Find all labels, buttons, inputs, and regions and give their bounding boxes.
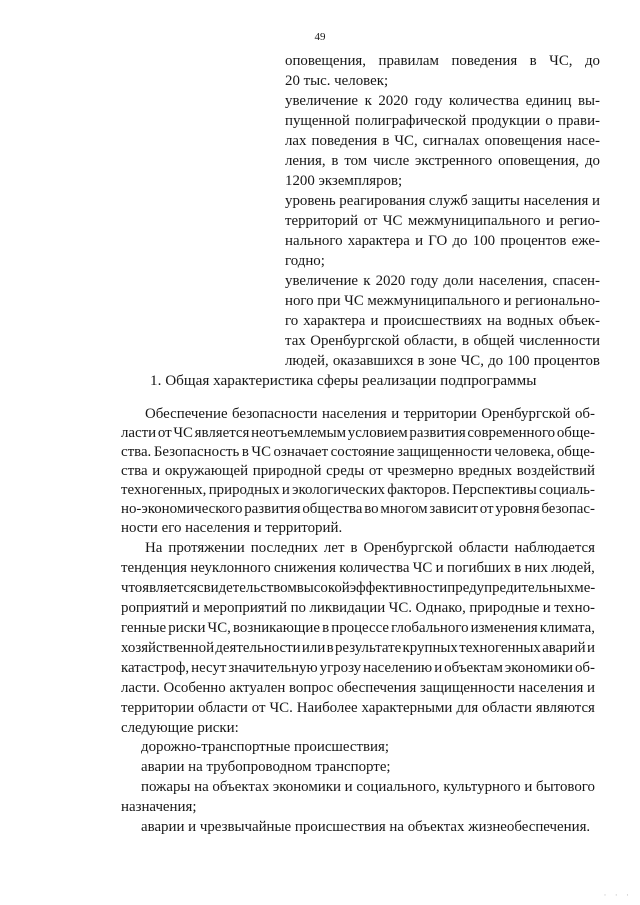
word: ЧС <box>173 425 193 441</box>
word: увеличение <box>285 273 359 289</box>
word: при <box>317 293 341 309</box>
word: свидетельством <box>196 580 297 596</box>
word: уровня <box>495 501 540 517</box>
word: тенденция <box>121 560 188 576</box>
word: катастроф, <box>121 660 190 676</box>
indicator-line <box>285 351 600 371</box>
word: природных <box>208 482 280 498</box>
word: области <box>482 700 532 716</box>
word: характера <box>303 313 366 329</box>
word: прави- <box>558 113 600 129</box>
word: оповещения, <box>498 153 580 169</box>
word: значительную <box>228 660 318 676</box>
word: Обеспечение <box>145 406 228 422</box>
indicator-line: 1200 экземпляров; <box>285 173 403 189</box>
word: актуален <box>229 680 286 696</box>
paragraph-line <box>121 698 595 718</box>
word: ласти <box>121 425 157 441</box>
word: спасен- <box>552 273 600 289</box>
word: ЧС, <box>207 620 231 636</box>
word: к <box>364 93 372 109</box>
word: генные <box>121 620 167 636</box>
word: в <box>241 444 249 460</box>
word: бытового <box>536 779 595 795</box>
word: территории <box>403 406 477 422</box>
indicator-line <box>285 331 600 351</box>
word: по <box>290 600 306 616</box>
word: экстренного <box>415 153 493 169</box>
word: до <box>488 353 504 369</box>
word: регио- <box>559 213 600 229</box>
word: году <box>410 273 439 289</box>
word: объектах <box>212 779 270 795</box>
word: поведения <box>451 53 518 69</box>
word: условием <box>347 425 408 441</box>
word: правилам <box>378 53 439 69</box>
word: 100 <box>472 233 496 249</box>
word: и <box>152 463 161 479</box>
word: до <box>584 53 600 69</box>
indicator-line <box>285 291 600 311</box>
word: или <box>301 640 326 656</box>
word: процентов <box>500 233 567 249</box>
word: том <box>344 153 368 169</box>
paragraph-line <box>121 558 595 578</box>
word: в <box>514 560 522 576</box>
word: безопасности <box>232 406 318 422</box>
word: и <box>591 193 600 209</box>
word: и <box>542 600 551 616</box>
word: продукции <box>471 113 541 129</box>
word: в <box>417 353 425 369</box>
risk-item: дорожно-транспортные происшествия; <box>141 739 389 755</box>
word: в <box>331 153 339 169</box>
word: техногенных, <box>121 482 207 498</box>
word: до <box>452 233 468 249</box>
paragraph-line <box>121 461 595 481</box>
word: характерными <box>361 700 453 716</box>
word: погибших <box>446 560 511 576</box>
indicator-line: годно; <box>285 253 325 269</box>
word: межмуниципального <box>367 293 500 309</box>
word: среды <box>326 463 365 479</box>
word: крупных <box>402 640 458 656</box>
word: обеспечения <box>336 680 417 696</box>
word: году <box>414 93 443 109</box>
word: тах <box>285 333 306 349</box>
word: в <box>461 333 469 349</box>
word: экономики <box>272 779 341 795</box>
word: ЧС <box>412 560 433 576</box>
word: области <box>458 540 509 556</box>
paragraph-line <box>121 618 595 638</box>
word: социального, <box>356 779 440 795</box>
word: 100 <box>507 353 530 369</box>
paragraph-line <box>121 598 595 618</box>
word: в <box>322 620 330 636</box>
word: уровень <box>285 193 336 209</box>
word: является <box>194 425 250 441</box>
word: зоне <box>428 353 457 369</box>
word: что <box>121 580 143 596</box>
word: количества <box>339 560 410 576</box>
word: ЧС <box>251 444 272 460</box>
word: процессе <box>331 620 390 636</box>
word: территории <box>121 700 195 716</box>
word: глобального <box>391 620 469 636</box>
word: в <box>350 540 358 556</box>
word: техно- <box>554 600 595 616</box>
word: безопас- <box>541 501 595 517</box>
word: территорий <box>285 213 359 229</box>
word: Особенно <box>163 680 226 696</box>
word: и <box>370 313 379 329</box>
word: ЧС. <box>388 600 413 616</box>
word: культурного <box>443 779 521 795</box>
word: и <box>545 213 554 229</box>
word: и <box>503 293 512 309</box>
word: Оренбургской <box>363 540 453 556</box>
word: возникающие <box>232 620 320 636</box>
word: экологических <box>292 482 385 498</box>
word: числе <box>373 153 410 169</box>
word: предупредительных <box>447 580 575 596</box>
word: населению <box>363 660 433 676</box>
word: оповещения, <box>285 53 366 69</box>
word: ласти. <box>121 680 160 696</box>
word: означает <box>273 444 329 460</box>
word: Перспективы <box>452 482 537 498</box>
word: неуклонного <box>190 560 271 576</box>
word: на <box>487 313 502 329</box>
word: ме- <box>574 580 596 596</box>
word: людей, <box>551 560 595 576</box>
word: изменения <box>470 620 538 636</box>
word: Оренбургской <box>481 406 571 422</box>
word: зависит <box>429 501 478 517</box>
indicator-line <box>285 211 600 231</box>
word: обще- <box>556 425 595 441</box>
indicator-line <box>285 91 600 111</box>
word: Оренбургской <box>310 333 400 349</box>
word: неотъемлемым <box>251 425 347 441</box>
word: области, <box>403 333 458 349</box>
word: доли <box>443 273 474 289</box>
paragraph-line <box>145 404 595 424</box>
paragraph-line <box>121 638 595 658</box>
indicator-line <box>285 51 600 71</box>
word: развития <box>409 425 466 441</box>
word: является <box>142 580 197 596</box>
word: происшествиях <box>383 313 482 329</box>
word: наблюдается <box>514 540 595 556</box>
indicator-line <box>285 271 600 291</box>
word: состояние <box>330 444 395 460</box>
word: пожары <box>141 779 191 795</box>
word: природной <box>252 463 322 479</box>
word: высокой <box>296 580 350 596</box>
word: сигналах <box>422 133 480 149</box>
word: воздействий <box>516 463 595 479</box>
word: и <box>192 600 201 616</box>
word: численности <box>519 333 600 349</box>
word: в <box>529 53 537 69</box>
word: и <box>434 660 443 676</box>
word: обще- <box>556 444 595 460</box>
word: населения <box>523 193 589 209</box>
word: объектам <box>444 660 503 676</box>
word: ства <box>121 463 148 479</box>
risk-item: аварии на трубопроводном транспорте; <box>141 759 391 775</box>
word: экономики <box>504 660 573 676</box>
word: но-экономического <box>121 501 243 517</box>
word: техногенных <box>459 640 541 656</box>
word: вопрос <box>288 680 334 696</box>
word: ного <box>285 293 314 309</box>
word: хозяйственной <box>121 640 215 656</box>
word: последних <box>250 540 318 556</box>
word: климата, <box>539 620 595 636</box>
indicator-line <box>285 111 600 131</box>
indicator-line <box>285 231 600 251</box>
word: лет <box>323 540 345 556</box>
word: факторов. <box>387 482 450 498</box>
word: и <box>587 680 595 696</box>
word: области <box>198 700 248 716</box>
word: увеличение <box>285 93 359 109</box>
word: 2020 <box>378 93 409 109</box>
paragraph-line <box>121 678 595 698</box>
word: и <box>344 779 353 795</box>
word: результате <box>334 640 402 656</box>
word: мероприятий <box>203 600 288 616</box>
word: общества <box>302 501 363 517</box>
word: ЧС, <box>549 53 573 69</box>
word: объек- <box>558 313 600 329</box>
word: протяжении <box>168 540 245 556</box>
word: общей <box>473 333 515 349</box>
paragraph-line: ности его населения и территорий. <box>121 520 343 536</box>
word: аварий <box>542 640 586 656</box>
word: до <box>584 153 600 169</box>
word: полиграфической <box>355 113 467 129</box>
word: ства. <box>121 444 152 460</box>
word: поведения <box>311 133 378 149</box>
word: и <box>524 779 533 795</box>
word: природные <box>469 600 540 616</box>
word: чрезмерно <box>387 463 454 479</box>
word: служб <box>428 193 468 209</box>
word: современного <box>467 425 556 441</box>
word: характера <box>347 233 410 249</box>
indicator-line: 20 тыс. человек; <box>285 73 389 89</box>
word: 2020 <box>375 273 406 289</box>
word: и <box>586 640 595 656</box>
word: количества <box>448 93 520 109</box>
word: ления, <box>285 153 326 169</box>
word: оказавшихся <box>332 353 414 369</box>
word: ЧС. <box>269 700 293 716</box>
word: лах <box>285 133 307 149</box>
word: вредных <box>458 463 513 479</box>
word: межмуниципального <box>407 213 541 229</box>
word: насе- <box>566 133 600 149</box>
word: для <box>456 700 479 716</box>
word: и <box>415 233 424 249</box>
word: на <box>194 779 209 795</box>
word: и <box>435 560 444 576</box>
word: защиты <box>471 193 520 209</box>
paragraph-line <box>121 480 595 500</box>
paragraph-line: следующие риски: <box>121 720 239 736</box>
word: ЧС, <box>394 133 418 149</box>
word: регионально- <box>515 293 600 309</box>
word: защищенности <box>397 444 492 460</box>
indicator-line <box>285 131 600 151</box>
page-number: 49 <box>314 31 326 43</box>
word: них <box>524 560 548 576</box>
word: эффективности <box>349 580 448 596</box>
paragraph-line <box>145 538 595 558</box>
word: многом <box>380 501 428 517</box>
risk-item: назначения; <box>121 799 197 815</box>
paragraph-line <box>121 499 595 519</box>
word: еже- <box>571 233 600 249</box>
word: развития <box>244 501 301 517</box>
indicator-line <box>285 151 600 171</box>
word: пущенной <box>285 113 350 129</box>
word: социаль- <box>539 482 595 498</box>
word: несут <box>191 660 227 676</box>
word: от <box>479 501 494 517</box>
word: защищенности <box>420 680 515 696</box>
indicator-line <box>285 191 600 211</box>
word: процентов <box>533 353 600 369</box>
scan-corner-mark: · · · <box>603 890 632 900</box>
word: от <box>157 425 172 441</box>
word: го <box>285 313 299 329</box>
word: деятельности <box>215 640 301 656</box>
word: вы- <box>577 93 600 109</box>
word: ликвидации <box>309 600 386 616</box>
word: снижения <box>273 560 336 576</box>
word: в <box>326 640 334 656</box>
word: об- <box>574 660 595 676</box>
paragraph-line <box>121 658 595 678</box>
word: На <box>145 540 163 556</box>
word: ГО <box>428 233 448 249</box>
word: ЧС <box>382 213 403 229</box>
word: и <box>391 406 400 422</box>
word: человека, <box>494 444 555 460</box>
indicator-line <box>285 311 600 331</box>
word: во <box>364 501 379 517</box>
word: населения <box>321 406 387 422</box>
word: водных <box>506 313 554 329</box>
paragraph-line <box>121 423 595 443</box>
word: риски <box>168 620 206 636</box>
word: населения <box>518 680 584 696</box>
paragraph-line <box>121 442 595 462</box>
word: людей, <box>285 353 329 369</box>
word: населения, <box>478 273 548 289</box>
word: о <box>545 113 553 129</box>
word: от <box>363 213 378 229</box>
word: ЧС <box>344 293 364 309</box>
word: Безопасность <box>153 444 240 460</box>
word: угрозу <box>319 660 362 676</box>
word: окружающей <box>164 463 249 479</box>
word: оповещения <box>484 133 562 149</box>
word: в <box>382 133 390 149</box>
word: ЧС, <box>460 353 484 369</box>
risk-item: аварии и чрезвычайные происшествия на объектах жизнеобеспечения. <box>141 819 591 835</box>
section-heading: 1. Общая характеристика сферы реализации подпрограммы <box>150 372 537 389</box>
paragraph-line <box>121 578 595 598</box>
word: роприятий <box>121 600 189 616</box>
risk-item <box>141 777 595 797</box>
word: и <box>281 482 290 498</box>
word: единиц <box>525 93 572 109</box>
word: об- <box>574 406 595 422</box>
word: нального <box>285 233 343 249</box>
word: Однако, <box>415 600 466 616</box>
word: Наиболее <box>296 700 358 716</box>
word: реагирования <box>339 193 426 209</box>
word: от <box>251 700 266 716</box>
word: являются <box>535 700 595 716</box>
word: к <box>363 273 371 289</box>
word: от <box>368 463 383 479</box>
